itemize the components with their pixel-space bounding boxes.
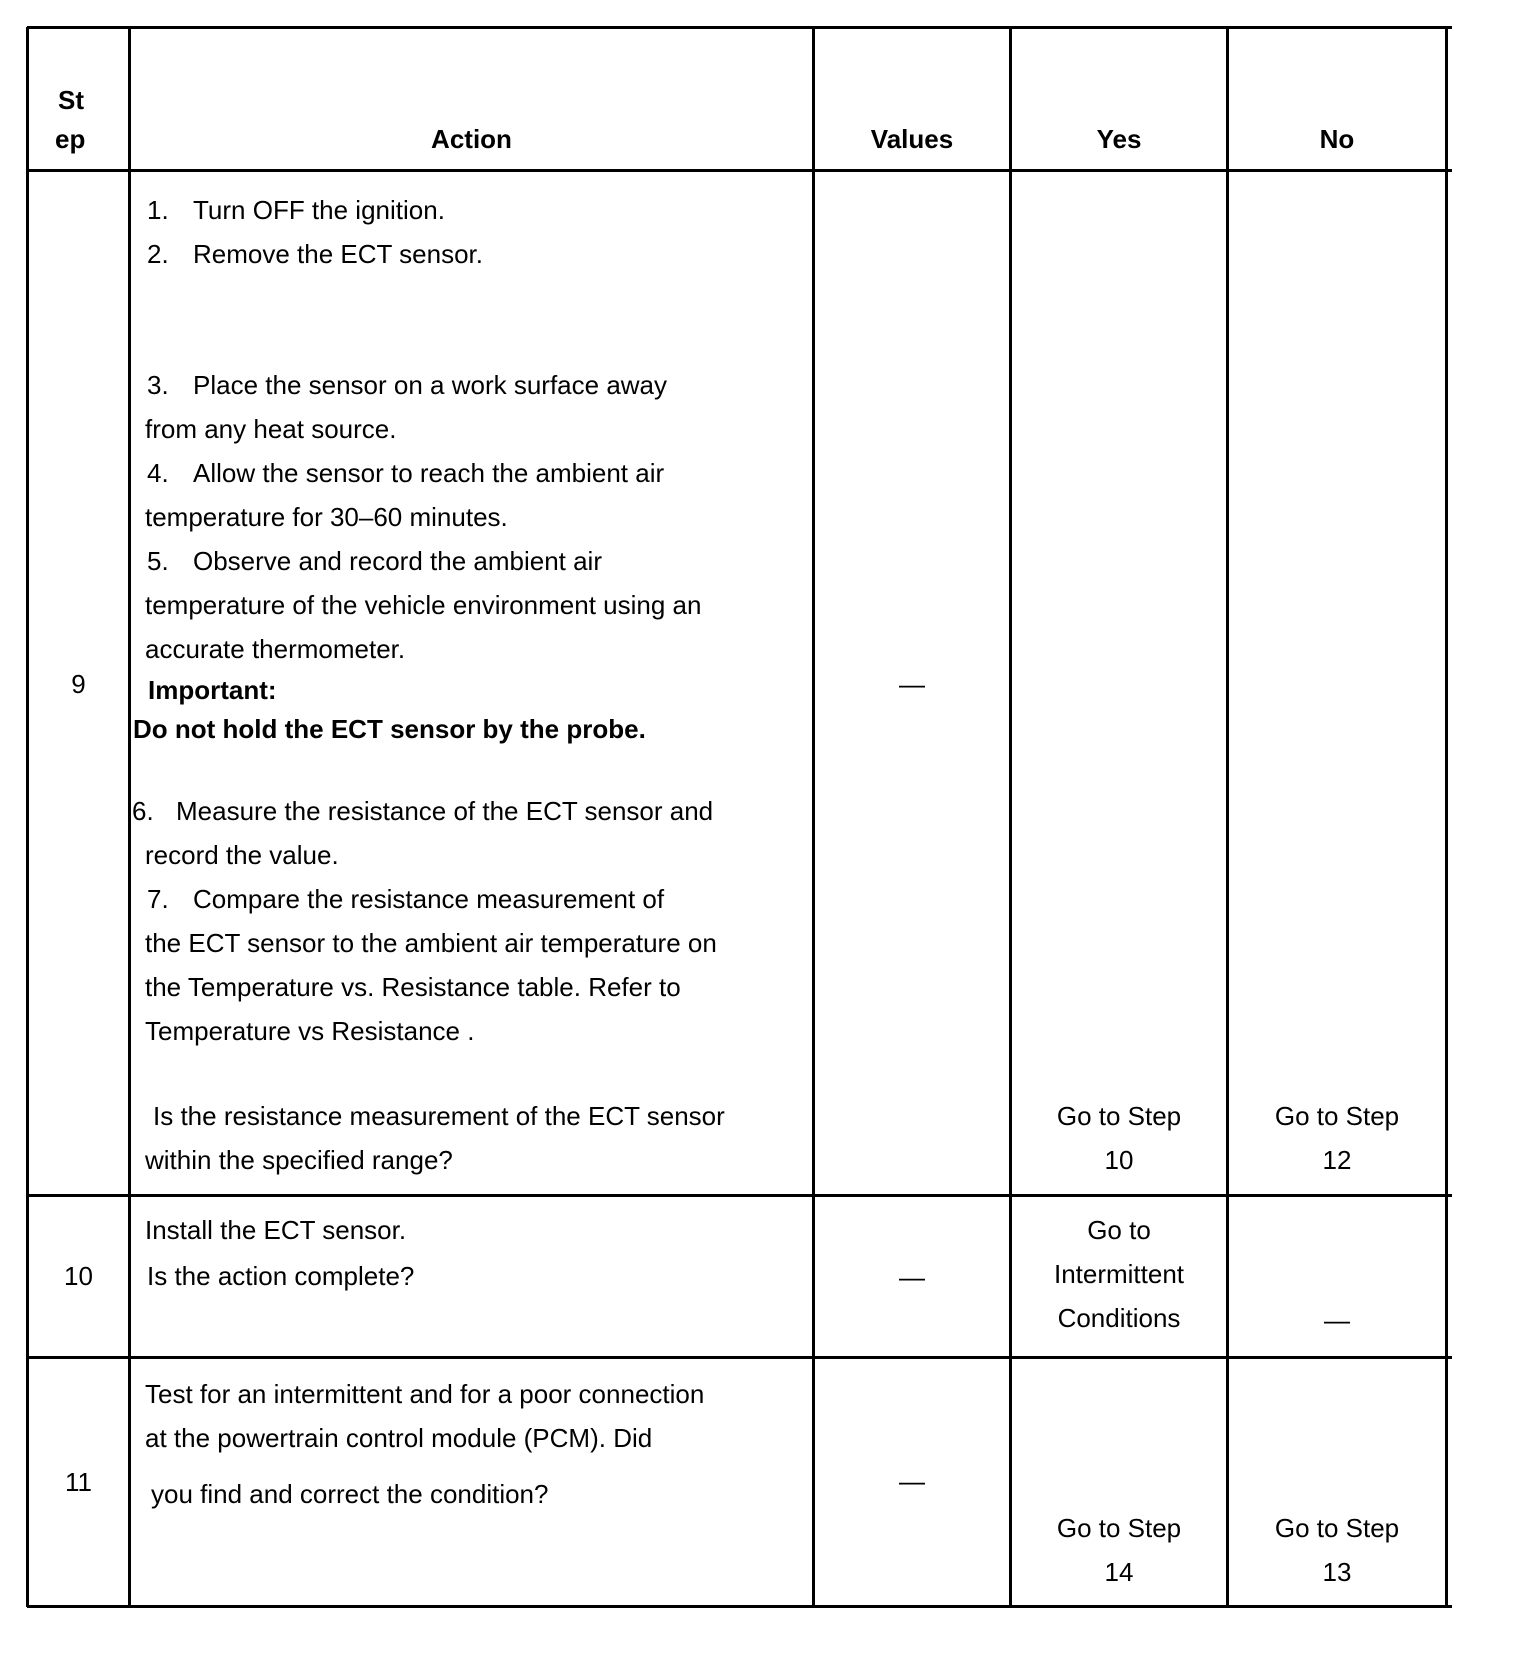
item-text: Observe and record the ambient air — [193, 546, 602, 576]
action-line — [147, 458, 664, 488]
no-cell-line1: Go to Step — [1274, 1513, 1400, 1543]
item-text: Remove the ECT sensor. — [193, 239, 483, 269]
action-line: you find and correct the condition? — [151, 1479, 549, 1509]
no-cell-line2: 12 — [1322, 1145, 1352, 1175]
action-line: Is the action complete? — [147, 1261, 415, 1291]
col-divider-right — [1445, 27, 1448, 1607]
action-line: temperature of the vehicle environment using an — [145, 590, 702, 620]
item-text: Place the sensor on a work surface away — [193, 370, 668, 400]
important-label: Important: — [148, 675, 277, 705]
col-divider-yes — [1226, 27, 1229, 1607]
item-text: Compare the resistance measurement of — [193, 884, 665, 914]
action-line: accurate thermometer. — [145, 634, 406, 664]
value-cell: — — [899, 1262, 925, 1292]
col-divider-action — [812, 27, 815, 1607]
item-number: 6. — [132, 796, 154, 826]
step-number: 10 — [64, 1261, 93, 1291]
action-line: Test for an intermittent and for a poor connection — [145, 1379, 705, 1409]
action-line: at the powertrain control module (PCM). Did — [145, 1423, 653, 1453]
col-divider-values — [1009, 27, 1012, 1607]
yes-cell-line2: Intermittent — [1053, 1259, 1185, 1289]
no-cell-line2: 13 — [1322, 1557, 1352, 1587]
action-line: Temperature vs Resistance . — [145, 1016, 475, 1046]
header-action: Action — [431, 124, 512, 154]
yes-cell-line1: Go to Step — [1056, 1513, 1182, 1543]
yes-cell-line3: Conditions — [1057, 1303, 1181, 1333]
item-number: 5. — [147, 546, 169, 576]
step-number: 11 — [65, 1467, 92, 1497]
item-text: Turn OFF the ignition. — [193, 195, 445, 225]
yes-cell-line2: 10 — [1104, 1145, 1134, 1175]
table-border-top — [27, 26, 1452, 29]
item-number: 7. — [147, 884, 169, 914]
question-line: Is the resistance measurement of the ECT sensor — [153, 1101, 725, 1131]
yes-cell-line2: 14 — [1104, 1557, 1134, 1587]
header-no: No — [1319, 124, 1355, 154]
no-cell-line1: Go to Step — [1274, 1101, 1400, 1131]
action-line — [147, 546, 602, 576]
col-divider-left — [26, 27, 29, 1607]
item-number: 1. — [147, 195, 169, 225]
header-yes: Yes — [1096, 124, 1142, 154]
value-cell: — — [899, 669, 925, 699]
action-line: Install the ECT sensor. — [145, 1215, 407, 1245]
item-number: 2. — [147, 239, 169, 269]
header-values: Values — [870, 124, 954, 154]
header-step-line1: St — [58, 85, 84, 115]
table-border-bottom — [27, 1605, 1452, 1608]
item-text: Measure the resistance of the ECT sensor and — [176, 796, 714, 826]
action-line — [147, 195, 445, 225]
action-line — [147, 239, 483, 269]
row-divider-10-11 — [27, 1356, 1452, 1359]
action-line: the Temperature vs. Resistance table. Refer to — [145, 972, 681, 1002]
row-divider-9-10 — [27, 1194, 1452, 1197]
yes-cell-line1: Go to Step — [1056, 1101, 1182, 1131]
important-text: Do not hold the ECT sensor by the probe. — [133, 714, 646, 744]
action-line: record the value. — [145, 840, 339, 870]
header-step-line2: ep — [55, 124, 86, 154]
action-line: the ECT sensor to the ambient air temperature on — [145, 928, 717, 958]
action-line — [147, 370, 667, 400]
item-number: 4. — [147, 458, 169, 488]
header-divider — [27, 169, 1452, 172]
no-cell: — — [1324, 1305, 1350, 1335]
step-number: 9 — [71, 669, 86, 699]
action-line — [147, 884, 664, 914]
action-line — [132, 796, 713, 826]
col-divider-step — [128, 27, 131, 1607]
item-text: Allow the sensor to reach the ambient air — [193, 458, 665, 488]
yes-cell-line1: Go to — [1087, 1215, 1151, 1245]
action-line: from any heat source. — [145, 414, 397, 444]
question-line: within the specified range? — [145, 1145, 453, 1175]
action-line: temperature for 30–60 minutes. — [145, 502, 508, 532]
item-number: 3. — [147, 370, 169, 400]
value-cell: — — [899, 1466, 925, 1496]
